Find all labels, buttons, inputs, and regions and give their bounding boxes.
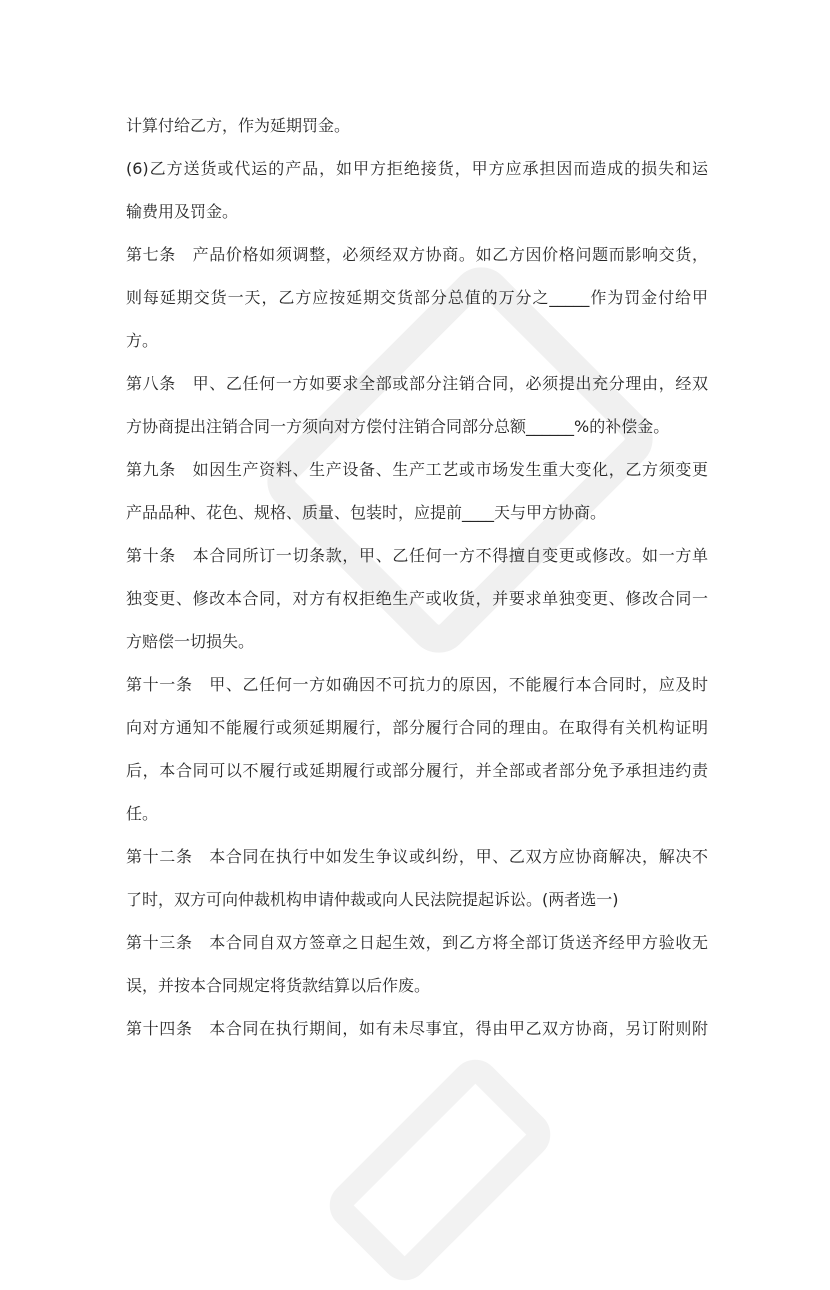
text-line: 了时，双方可向仲裁机构申请仲裁或向人民法院提起诉讼。(两者选一) xyxy=(126,890,619,909)
text-line: 则每延期交货一天，乙方应按延期交货部分总值的万分之_____作为罚金付给甲 xyxy=(126,288,708,307)
text-line: 输费用及罚金。 xyxy=(126,202,239,221)
text-line: 向对方通知不能履行或须延期履行，部分履行合同的理由。在取得有关机构证明 xyxy=(126,718,708,737)
text-line: 方协商提出注销合同一方须向对方偿付注销合同部分总额______%的补偿金。 xyxy=(126,417,670,436)
text-line: 产品品种、花色、规格、质量、包装时，应提前____天与甲方协商。 xyxy=(126,503,607,522)
text-line: 第九条 如因生产资料、生产设备、生产工艺或市场发生重大变化，乙方须变更 xyxy=(126,460,708,479)
text-line: 第七条 产品价格如须调整，必须经双方协商。如乙方因价格问题而影响交货， xyxy=(126,245,708,264)
text-line: 任。 xyxy=(126,804,159,823)
document-body xyxy=(126,104,708,1050)
text-line: 第十四条 本合同在执行期间，如有未尽事宜，得由甲乙双方协商，另订附则附 xyxy=(126,1019,708,1038)
text-line: 第十三条 本合同自双方签章之日起生效，到乙方将全部订货送齐经甲方验收无 xyxy=(126,933,708,952)
text-line: 误，并按本合同规定将货款结算以后作废。 xyxy=(126,976,431,995)
text-line: 独变更、修改本合同，对方有权拒绝生产或收货，并要求单独变更、修改合同一 xyxy=(126,589,708,608)
watermark xyxy=(320,1050,560,1290)
text-line: 后，本合同可以不履行或延期履行或部分履行，并全部或者部分免予承担违约责 xyxy=(126,761,708,780)
text-line: 第十二条 本合同在执行中如发生争议或纠纷，甲、乙双方应协商解决，解决不 xyxy=(126,847,708,866)
text-line: 第十条 本合同所订一切条款，甲、乙任何一方不得擅自变更或修改。如一方单 xyxy=(126,546,708,565)
text-line: 计算付给乙方，作为延期罚金。 xyxy=(126,116,351,135)
text-line: 第八条 甲、乙任何一方如要求全部或部分注销合同，必须提出充分理由，经双 xyxy=(126,374,708,393)
text-line: 方。 xyxy=(126,331,159,350)
text-line: 第十一条 甲、乙任何一方如确因不可抗力的原因，不能履行本合同时，应及时 xyxy=(126,675,708,694)
text-line: 方赔偿一切损失。 xyxy=(126,632,255,651)
text-line: (6)乙方送货或代运的产品，如甲方拒绝接货，甲方应承担因而造成的损失和运 xyxy=(126,159,708,178)
